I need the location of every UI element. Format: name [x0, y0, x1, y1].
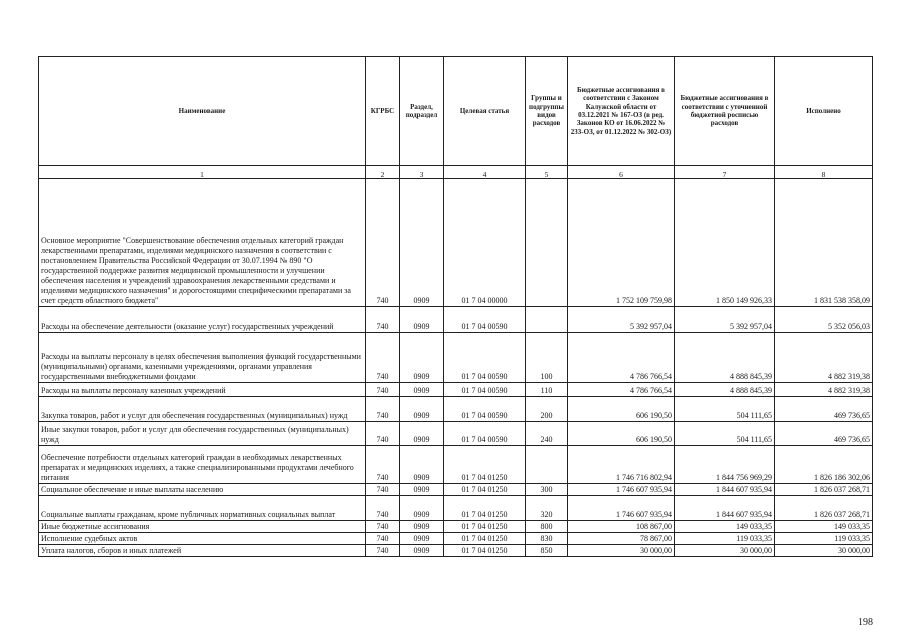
row-section: 0909 [400, 179, 444, 307]
row-executed-amount: 149 033,35 [775, 521, 873, 533]
row-name: Основное мероприятие "Совершенствование обеспечения отдельных категорий граждан лекарственными препаратами, изделиями медицинского назначения в соответствии с постановлением Правительства Российской Федерации от 30.07.1994 № 890 "О государственной поддержке развития медицинской промышленности и улучшении обеспечения населения и учреждений здравоохранения лекарственными средствами и изделиями медицинского назначения" и дорогостоящими специфическими препаратами за счет средств областного бюджета" [39, 179, 366, 307]
row-law-amount: 1 746 607 935,94 [568, 496, 675, 521]
table-row [39, 383, 873, 397]
header-law-allocations: Бюджетные ассигнования в соответствии с Законом Калужской области от 03.12.2021 № 167-ОЗ (в ред. Законов КО от 16.06.2022 № 233-ОЗ, от 01.12.2022 № 302-ОЗ) [568, 57, 675, 166]
row-executed-amount: 119 033,35 [775, 533, 873, 545]
row-name: Расходы на выплаты персоналу казенных учреждений [39, 383, 366, 397]
column-number: 1 [39, 166, 366, 179]
row-name: Исполнение судебных актов [39, 533, 366, 545]
table-row [39, 397, 873, 422]
row-kgrbs: 740 [366, 496, 400, 521]
row-name: Социальные выплаты гражданам, кроме публичных нормативных социальных выплат [39, 496, 366, 521]
row-section: 0909 [400, 521, 444, 533]
row-roster-amount: 504 111,65 [675, 397, 775, 422]
row-group: 800 [526, 521, 568, 533]
row-roster-amount: 5 392 957,04 [675, 307, 775, 333]
row-kgrbs: 740 [366, 533, 400, 545]
table-row [39, 333, 873, 383]
budget-execution-table [38, 56, 873, 557]
row-group: 200 [526, 397, 568, 422]
row-target: 01 7 04 01250 [444, 446, 526, 484]
row-law-amount: 30 000,00 [568, 545, 675, 557]
header-executed: Исполнено [775, 57, 873, 166]
table-row [39, 484, 873, 496]
row-kgrbs: 740 [366, 307, 400, 333]
row-name: Уплата налогов, сборов и иных платежей [39, 545, 366, 557]
row-kgrbs: 740 [366, 521, 400, 533]
row-roster-amount: 1 844 756 969,29 [675, 446, 775, 484]
row-name: Иные бюджетные ассигнования [39, 521, 366, 533]
row-name: Расходы на выплаты персоналу в целях обеспечения выполнения функций государственными (муниципальными) органами, казенными учреждениями, органами управления государственными внебюджетными фондами [39, 333, 366, 383]
row-executed-amount: 4 882 319,38 [775, 333, 873, 383]
header-kgrbs: КГРБС [366, 57, 400, 166]
column-number: 5 [526, 166, 568, 179]
row-group: 240 [526, 422, 568, 446]
row-executed-amount: 1 826 037 268,71 [775, 496, 873, 521]
row-section: 0909 [400, 446, 444, 484]
row-roster-amount: 1 844 607 935,94 [675, 484, 775, 496]
row-name: Иные закупки товаров, работ и услуг для обеспечения государственных (муниципальных) нужд [39, 422, 366, 446]
row-name: Расходы на обеспечение деятельности (оказание услуг) государственных учреждений [39, 307, 366, 333]
row-law-amount: 108 867,00 [568, 521, 675, 533]
header-target-article: Целевая статья [444, 57, 526, 166]
row-group: 100 [526, 333, 568, 383]
row-law-amount: 4 786 766,54 [568, 333, 675, 383]
row-law-amount: 1 746 716 802,94 [568, 446, 675, 484]
row-law-amount: 78 867,00 [568, 533, 675, 545]
row-executed-amount: 1 826 037 268,71 [775, 484, 873, 496]
row-group: 830 [526, 533, 568, 545]
row-target: 01 7 04 00590 [444, 422, 526, 446]
row-kgrbs: 740 [366, 484, 400, 496]
row-section: 0909 [400, 383, 444, 397]
row-kgrbs: 740 [366, 422, 400, 446]
row-target: 01 7 04 00590 [444, 397, 526, 422]
column-number: 7 [675, 166, 775, 179]
row-law-amount: 5 392 957,04 [568, 307, 675, 333]
row-section: 0909 [400, 397, 444, 422]
row-section: 0909 [400, 307, 444, 333]
row-kgrbs: 740 [366, 446, 400, 484]
row-kgrbs: 740 [366, 383, 400, 397]
row-section: 0909 [400, 484, 444, 496]
column-number: 8 [775, 166, 873, 179]
row-section: 0909 [400, 333, 444, 383]
row-section: 0909 [400, 422, 444, 446]
row-group [526, 307, 568, 333]
row-law-amount: 606 190,50 [568, 422, 675, 446]
page-number: 198 [858, 617, 873, 628]
row-target: 01 7 04 00590 [444, 333, 526, 383]
table-row [39, 179, 873, 307]
row-roster-amount: 504 111,65 [675, 422, 775, 446]
row-law-amount: 1 752 109 759,98 [568, 179, 675, 307]
row-name: Закупка товаров, работ и услуг для обеспечения государственных (муниципальных) нужд [39, 397, 366, 422]
header-expense-group: Группы и подгруппы видов расходов [526, 57, 568, 166]
row-group [526, 179, 568, 307]
row-law-amount: 606 190,50 [568, 397, 675, 422]
row-roster-amount: 4 888 845,39 [675, 333, 775, 383]
row-roster-amount: 4 888 845,39 [675, 383, 775, 397]
row-target: 01 7 04 00000 [444, 179, 526, 307]
row-group: 850 [526, 545, 568, 557]
row-law-amount: 1 746 607 935,94 [568, 484, 675, 496]
table-row [39, 446, 873, 484]
table-row [39, 545, 873, 557]
row-roster-amount: 149 033,35 [675, 521, 775, 533]
row-executed-amount: 1 831 538 358,09 [775, 179, 873, 307]
row-target: 01 7 04 01250 [444, 496, 526, 521]
column-number: 6 [568, 166, 675, 179]
row-target: 01 7 04 00590 [444, 383, 526, 397]
row-group: 320 [526, 496, 568, 521]
column-number-row [39, 166, 873, 179]
row-group: 300 [526, 484, 568, 496]
row-roster-amount: 119 033,35 [675, 533, 775, 545]
row-kgrbs: 740 [366, 397, 400, 422]
row-target: 01 7 04 01250 [444, 484, 526, 496]
row-roster-amount: 1 850 149 926,33 [675, 179, 775, 307]
row-kgrbs: 740 [366, 179, 400, 307]
table-row [39, 496, 873, 521]
row-kgrbs: 740 [366, 545, 400, 557]
table-row [39, 533, 873, 545]
row-executed-amount: 4 882 319,38 [775, 383, 873, 397]
row-section: 0909 [400, 533, 444, 545]
row-group [526, 446, 568, 484]
row-executed-amount: 5 352 056,03 [775, 307, 873, 333]
column-number: 2 [366, 166, 400, 179]
row-name: Социальное обеспечение и иные выплаты населению [39, 484, 366, 496]
header-roster-allocations: Бюджетные ассигнования в соответствии с уточненной бюджетной росписью расходов [675, 57, 775, 166]
header-section: Раздел, подраздел [400, 57, 444, 166]
row-executed-amount: 469 736,65 [775, 397, 873, 422]
header-name: Наименование [39, 57, 366, 166]
column-number: 4 [444, 166, 526, 179]
row-law-amount: 4 786 766,54 [568, 383, 675, 397]
row-section: 0909 [400, 545, 444, 557]
row-target: 01 7 04 01250 [444, 521, 526, 533]
row-group: 110 [526, 383, 568, 397]
row-target: 01 7 04 01250 [444, 545, 526, 557]
row-target: 01 7 04 01250 [444, 533, 526, 545]
table-row [39, 521, 873, 533]
table-row [39, 307, 873, 333]
row-target: 01 7 04 00590 [444, 307, 526, 333]
row-roster-amount: 30 000,00 [675, 545, 775, 557]
row-name: Обеспечение потребности отдельных категорий граждан в необходимых лекарственных препаратах и медицинских изделиях, а также специализированными продуктами лечебного питания [39, 446, 366, 484]
table-header-row [39, 57, 873, 166]
row-kgrbs: 740 [366, 333, 400, 383]
row-roster-amount: 1 844 607 935,94 [675, 496, 775, 521]
row-executed-amount: 30 000,00 [775, 545, 873, 557]
column-number: 3 [400, 166, 444, 179]
row-executed-amount: 1 826 186 302,06 [775, 446, 873, 484]
row-section: 0909 [400, 496, 444, 521]
row-executed-amount: 469 736,65 [775, 422, 873, 446]
table-row [39, 422, 873, 446]
